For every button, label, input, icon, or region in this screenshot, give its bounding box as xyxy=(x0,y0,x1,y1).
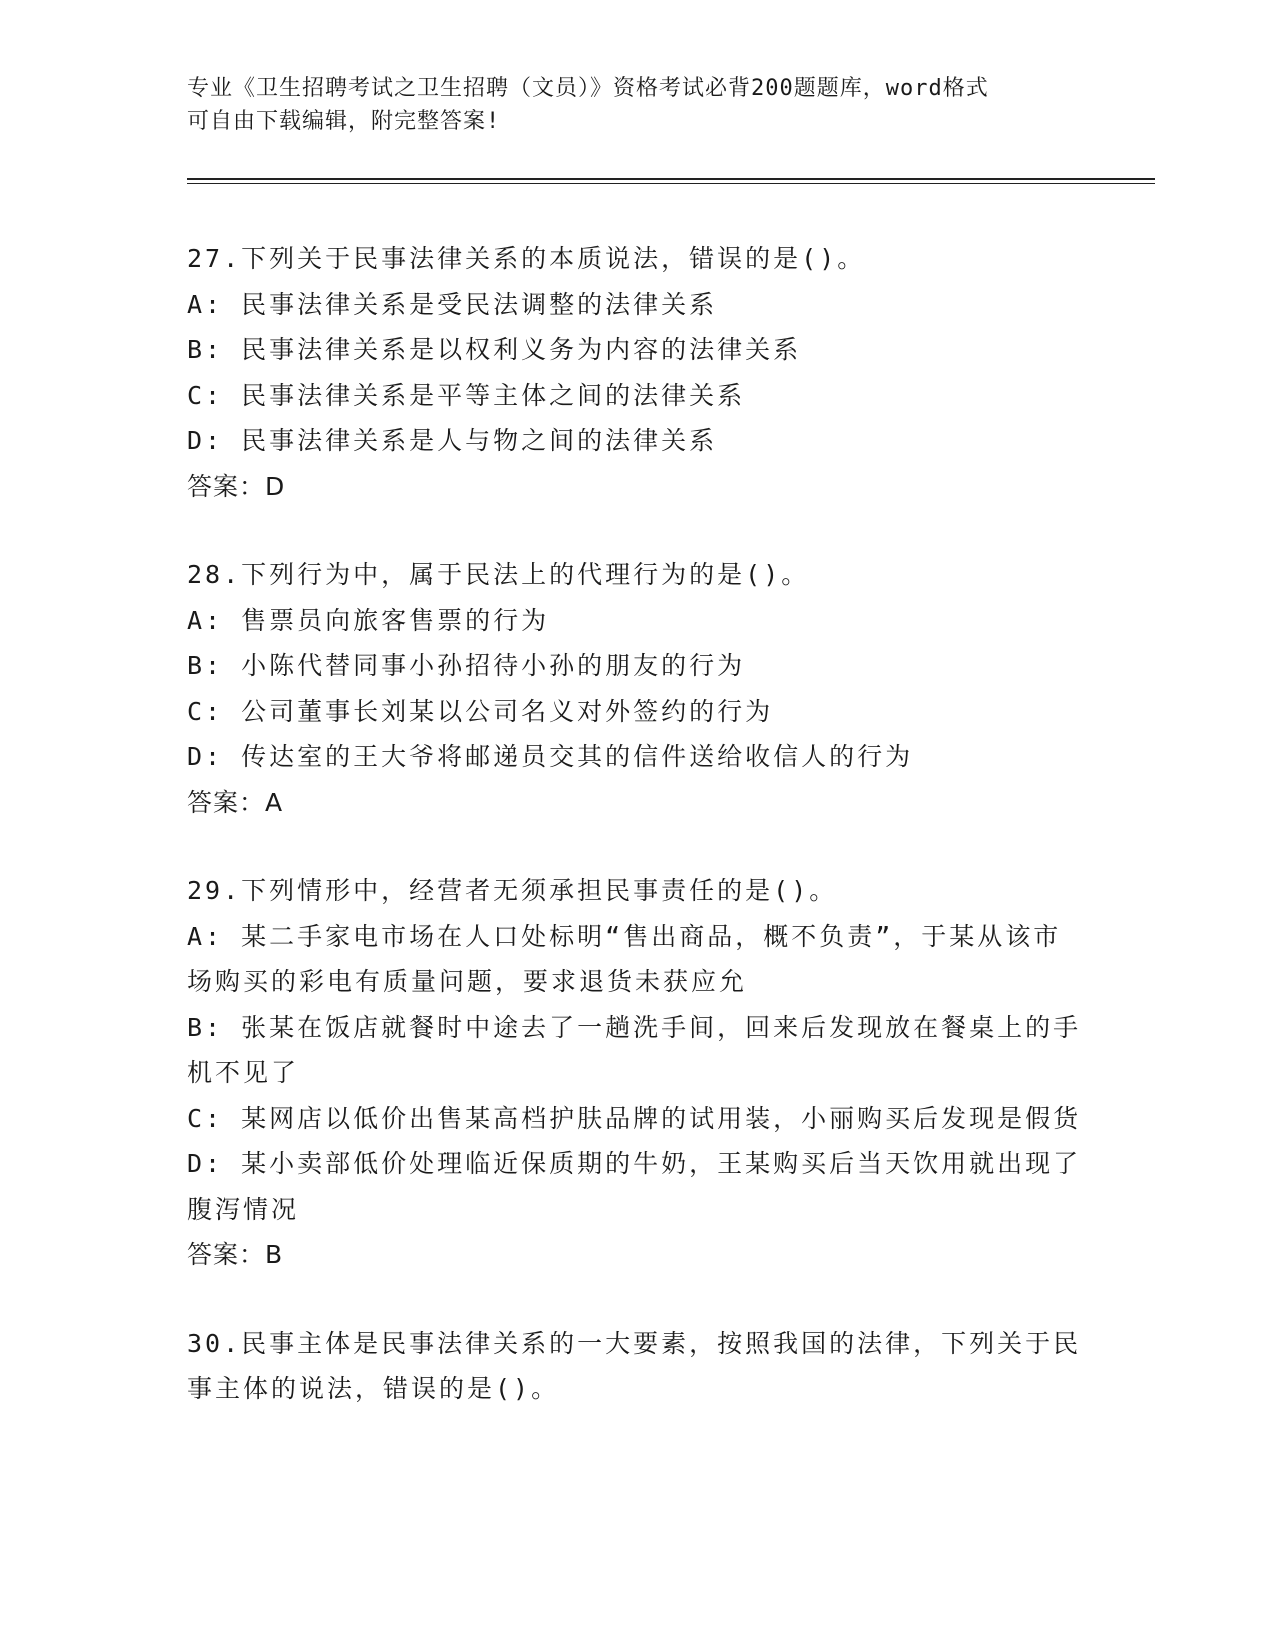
option-a: A: 售票员向旅客售票的行为 xyxy=(187,605,550,635)
question-list xyxy=(187,236,1087,1455)
option-d: D: 民事法律关系是人与物之间的法律关系 xyxy=(187,426,718,455)
question-stem: 29.下列情形中，经营者无须承担民事责任的是()。 xyxy=(187,876,838,905)
option-d: D: 某小卖部低价处理临近保质期的牛奶，王某购买后当天饮用就出现了腹泻情况 xyxy=(187,1149,1082,1224)
header-title-line-2: 可自由下载编辑，附完整答案! xyxy=(187,109,501,134)
answer: 答案：A xyxy=(187,787,284,817)
question-29 xyxy=(187,868,1087,1278)
option-c: C: 公司董事长刘某以公司名义对外签约的行为 xyxy=(187,696,774,726)
question-28 xyxy=(187,552,1087,825)
option-d: D: 传达室的王大爷将邮递员交其的信件送给收信人的行为 xyxy=(187,742,914,771)
document-header xyxy=(187,72,1067,138)
question-30 xyxy=(187,1321,1087,1412)
header-divider-thin xyxy=(187,183,1155,184)
option-b: B: 民事法律关系是以权利义务为内容的法律关系 xyxy=(187,335,802,364)
option-a: A: 某二手家电市场在人口处标明“售出商品，概不负责”，于某从该市场购买的彩电有质量问题，要求退货未获应允 xyxy=(187,921,1062,996)
option-b: B: 张某在饭店就餐时中途去了一趟洗手间，回来后发现放在餐桌上的手机不见了 xyxy=(187,1012,1082,1087)
option-b: B: 小陈代替同事小孙招待小孙的朋友的行为 xyxy=(187,651,746,680)
header-title-line-1: 专业《卫生招聘考试之卫生招聘（文员）》资格考试必背200题题库，word格式 xyxy=(187,76,989,101)
question-27 xyxy=(187,236,1087,509)
question-stem: 28.下列行为中，属于民法上的代理行为的是()。 xyxy=(187,560,810,589)
header-divider xyxy=(187,178,1155,180)
option-c: C: 民事法律关系是平等主体之间的法律关系 xyxy=(187,380,746,410)
answer: 答案：D xyxy=(187,471,286,501)
answer: 答案：B xyxy=(187,1240,284,1269)
option-a: A: 民事法律关系是受民法调整的法律关系 xyxy=(187,289,718,319)
question-stem: 27.下列关于民事法律关系的本质说法，错误的是()。 xyxy=(187,244,866,273)
question-stem: 30.民事主体是民事法律关系的一大要素，按照我国的法律，下列关于民事主体的说法，错误的是()。 xyxy=(187,1328,1082,1403)
option-c: C: 某网店以低价出售某高档护肤品牌的试用装，小丽购买后发现是假货 xyxy=(187,1103,1082,1133)
